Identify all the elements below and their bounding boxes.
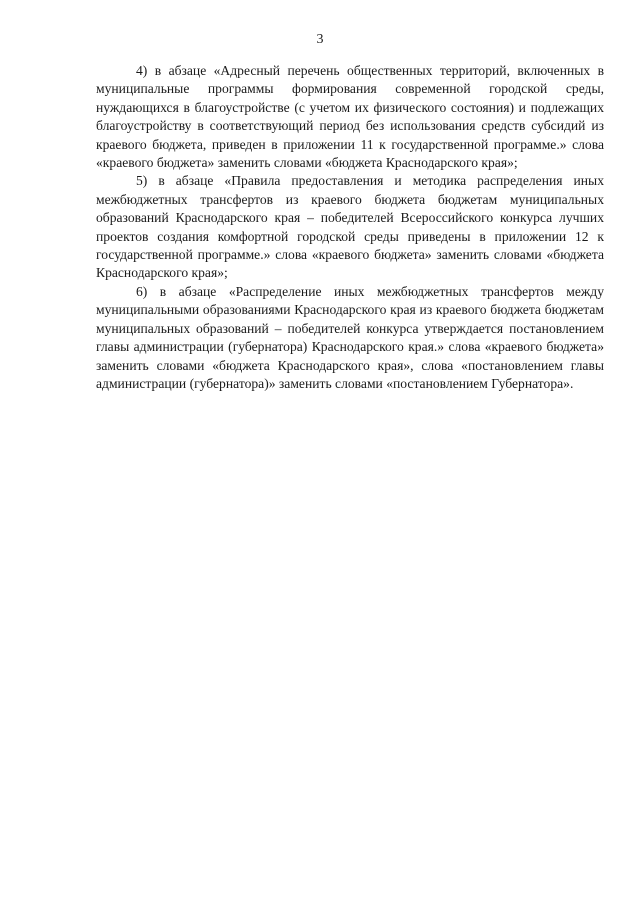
- document-body: [96, 62, 604, 393]
- paragraph-item-6: 6) в абзаце «Распределение иных межбюджетных трансфертов между муниципальными образованиями Краснодарского края из краевого бюджета бюджетам муниципальных образований – победителей конкурса утверждается постановлением главы администрации (губернатора) Краснодарского края.» слова «краевого бюджета» заменить словами «бюджета Краснодарского края», слова «постановлением главы администрации (губернатора)» заменить словами «постановлением Губернатора».: [96, 283, 604, 391]
- paragraph-item-4: 4) в абзаце «Адресный перечень общественных территорий, включенных в муниципальные программы формирования современной городской среды, нуждающихся в благоустройстве (с учетом их физического состояния) и подлежащих благоустройству в соответствующий период без использования средств субсидий из краевого бюджета, приведен в приложении 11 к государственной программе.» слова «краевого бюджета» заменить словами «бюджета Краснодарского края»;: [96, 63, 604, 171]
- page-number: 3: [316, 32, 324, 47]
- paragraph-item-5: 5) в абзаце «Правила предоставления и методика распределения иных межбюджетных трансфертов из краевого бюджета бюджетам муниципальных образований Краснодарского края – победителей Всероссийского конкурса лучших проектов создания комфортной городской среды приведены в приложении 12 к государственной программе.» слова «краевого бюджета» заменить словами «бюджета Краснодарского края»;: [96, 173, 604, 281]
